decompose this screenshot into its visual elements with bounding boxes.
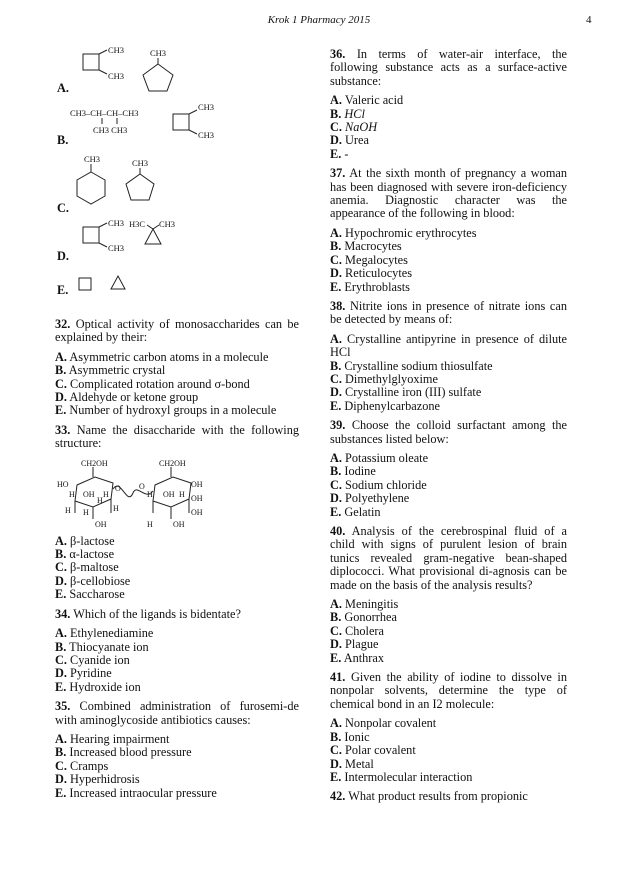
q31-structures-svg: [55, 44, 315, 304]
svg-text:O: O: [139, 481, 145, 491]
q34-number: 34.: [55, 606, 71, 621]
q40-stem: Analysis of the cerebrospinal fluid of a child with signs of purulent lesion of brain tunics revealed gram-negative bean-shaped diplococci. What provisional di-agnosis can be made on the basis of the analysis results?: [330, 524, 567, 592]
q36-option-c: C. NaOH: [330, 120, 378, 135]
question-39: [330, 419, 567, 519]
q42-number: 42.: [330, 789, 346, 804]
q41-option-d: D. Metal: [330, 756, 374, 771]
q38-option-b: B. Crystalline sodium thiosulfate: [330, 358, 493, 373]
q38-option-c: C. Dimethylglyoxime: [330, 371, 438, 386]
header-title: Krok 1 Pharmacy 2015: [267, 14, 371, 26]
q38-option-d: D. Crystalline iron (III) sulfate: [330, 385, 482, 400]
q38-stem: Nitrite ions in presence of nitrate ions can be detected by means of:: [330, 298, 567, 327]
q40-number: 40.: [330, 524, 346, 538]
question-35: [55, 700, 299, 800]
question-36: [330, 48, 567, 161]
q32-stem: Optical activity of monosaccharides can be explained by their:: [55, 317, 299, 345]
q37-option-e: E. Erythroblasts: [330, 279, 410, 294]
svg-text:H: H: [97, 495, 103, 505]
q34-option-c: C. Cyanide ion: [55, 652, 130, 667]
q33-option-e: E. Saccharose: [55, 587, 125, 602]
q41-number: 41.: [330, 670, 346, 685]
q37-option-b: B. Macrocytes: [330, 239, 402, 254]
svg-text:OH: OH: [191, 479, 203, 489]
svg-text:H: H: [147, 489, 153, 499]
question-42: [330, 790, 567, 803]
q32-option-e: E. Number of hydroxyl groups in a molecule: [55, 403, 277, 418]
b-label-2: CH3 CH3: [93, 125, 128, 135]
svg-text:CH2OH: CH2OH: [159, 458, 186, 468]
cyclopropane-ring-d: [145, 229, 161, 244]
q40-option-d: D. Plague: [330, 637, 379, 652]
q31-option-a: A.: [57, 81, 69, 95]
q36-option-a: A. Valeric acid: [330, 93, 404, 108]
q33-number: 33.: [55, 422, 71, 437]
q36-option-d: D. Urea: [330, 133, 369, 148]
q36-stem: In terms of water-air interface, the following substance acts as a surface-active substance:: [330, 47, 567, 88]
q33-stem: Name the disaccharide with the following structure:: [55, 422, 299, 451]
d-label-2: CH3: [108, 243, 125, 253]
q32-option-b: B. Asymmetric crystal: [55, 363, 166, 378]
q37-option-a: A. Hypochromic erythrocytes: [330, 225, 477, 240]
q40-option-c: C. Cholera: [330, 623, 384, 638]
question-32: [55, 318, 299, 418]
q31-option-c: C.: [57, 201, 69, 215]
q31-option-b: B.: [57, 133, 69, 147]
q35-stem: Combined administration of furosemi-de with aminoglycoside antibiotics causes:: [55, 699, 299, 727]
q33-option-c: C. β-maltose: [55, 560, 119, 575]
q42-stem: What product results from propionic: [348, 789, 528, 804]
q32-option-a: A. Asymmetric carbon atoms in a molecule: [55, 349, 269, 364]
svg-text:H: H: [113, 503, 119, 513]
q38-number: 38.: [330, 298, 346, 313]
q39-number: 39.: [330, 418, 346, 433]
q41-option-b: B. Ionic: [330, 729, 370, 744]
q39-stem: Choose the colloid surfactant among the substances listed below:: [330, 418, 567, 446]
svg-text:H: H: [65, 505, 71, 515]
b-label-1: CH3–CH–CH–CH3: [70, 108, 139, 118]
q34-option-a: A. Ethylenediamine: [55, 626, 154, 641]
b-label-4: CH3: [198, 130, 215, 140]
c-label-2: CH3: [132, 158, 149, 168]
q33-option-a: A. β-lactose: [55, 533, 115, 548]
q33-option-d: D. β-cellobiose: [55, 573, 131, 588]
question-34: [55, 608, 299, 694]
cyclopentane-ring-c: [126, 174, 154, 200]
d-label-1: CH3: [108, 218, 125, 228]
q39-option-a: A. Potassium oleate: [330, 450, 429, 465]
q40-option-a: A. Meningitis: [330, 597, 399, 612]
question-40: [330, 525, 567, 665]
question-38: [330, 300, 567, 413]
q34-option-e: E. Hydroxide ion: [55, 679, 141, 694]
q31-option-d: D.: [57, 249, 69, 263]
q34-stem: Which of the ligands is bidentate?: [73, 606, 241, 621]
cyclopentane-ring-a: [143, 64, 173, 91]
q39-option-d: D. Polyethylene: [330, 491, 410, 506]
q39-option-b: B. Iodine: [330, 464, 376, 479]
svg-text:H: H: [103, 489, 109, 499]
q34-option-b: B. Thiocyanate ion: [55, 639, 149, 654]
cyclohexane-ring-c: [77, 172, 105, 204]
q38-option-a: A. Crystalline antipyrine in presence of dilute HCl: [330, 331, 568, 360]
b-label-3: CH3: [198, 102, 215, 112]
d-label-3: H3C: [129, 219, 146, 229]
square-e: [79, 278, 91, 290]
q41-stem: Given the ability of iodine to dissolve in nonpolar solvents, determine the type of chemical bond in an I2 molecule:: [330, 670, 567, 711]
q38-option-e: E. Diphenylcarbazone: [330, 398, 440, 413]
q40-option-b: B. Gonorrhea: [330, 610, 397, 625]
q31-structures: [55, 44, 315, 304]
q41-option-e: E. Intermolecular interaction: [330, 769, 473, 784]
q37-option-c: C. Megalocytes: [330, 252, 408, 267]
page-number: 4: [586, 14, 592, 26]
svg-text:OH: OH: [191, 507, 203, 517]
svg-text:HO: HO: [57, 479, 69, 489]
q35-option-b: B. Increased blood pressure: [55, 745, 192, 760]
svg-text:H: H: [179, 489, 185, 499]
svg-text:H: H: [147, 519, 153, 529]
q37-option-d: D. Reticulocytes: [330, 266, 412, 281]
q32-option-c: C. Complicated rotation around σ-bond: [55, 376, 250, 391]
q37-stem: At the sixth month of pregnancy a woman has been diagnosed with severe iron-deficiency anemia. Diagnostic character was the appearance of the following in blood:: [330, 166, 567, 221]
svg-text:H: H: [69, 489, 75, 499]
question-33: [55, 424, 299, 602]
svg-text:H: H: [83, 507, 89, 517]
cyclobutane-ring-d: [83, 227, 99, 243]
a-label-3: CH3: [150, 48, 167, 58]
q40-option-e: E. Anthrax: [330, 650, 384, 665]
q41-option-a: A. Nonpolar covalent: [330, 716, 437, 731]
q34-option-d: D. Pyridine: [55, 666, 112, 681]
q32-option-d: D. Aldehyde or ketone group: [55, 390, 199, 405]
cyclobutane-ring-b: [173, 114, 189, 130]
question-41: [330, 671, 567, 784]
cyclobutane-ring-a: [83, 54, 99, 70]
disaccharide-structure: [55, 457, 299, 529]
svg-text:OH: OH: [173, 519, 185, 529]
q35-option-e: E. Increased intraocular pressure: [55, 785, 217, 800]
c-label-1: CH3: [84, 154, 101, 164]
svg-text:O: O: [115, 483, 121, 493]
q36-number: 36.: [330, 47, 346, 61]
svg-text:OH: OH: [191, 493, 203, 503]
triangle-e: [111, 276, 125, 289]
svg-text:OH: OH: [95, 519, 107, 529]
q35-option-d: D. Hyperhidrosis: [55, 772, 140, 787]
q36-option-e: E. -: [330, 146, 349, 161]
svg-text:CH2OH: CH2OH: [81, 458, 108, 468]
left-column: [55, 318, 299, 800]
svg-text:OH: OH: [163, 489, 175, 499]
q31-option-e: E.: [57, 283, 69, 297]
q41-option-c: C. Polar covalent: [330, 743, 416, 758]
right-column: [330, 48, 567, 810]
q35-number: 35.: [55, 699, 71, 714]
q32-number: 32.: [55, 317, 71, 331]
d-label-4: CH3: [159, 219, 176, 229]
q39-option-e: E. Gelatin: [330, 504, 381, 519]
q36-option-b: B. HCl: [330, 106, 365, 121]
question-37: [330, 167, 567, 294]
q35-option-a: A. Hearing impairment: [55, 731, 170, 746]
svg-text:OH: OH: [83, 489, 95, 499]
a-label-2: CH3: [108, 71, 125, 81]
q37-number: 37.: [330, 166, 346, 181]
q39-option-c: C. Sodium chloride: [330, 477, 427, 492]
q33-option-b: B. α-lactose: [55, 547, 115, 562]
a-label-1: CH3: [108, 45, 125, 55]
q35-option-c: C. Cramps: [55, 758, 109, 773]
